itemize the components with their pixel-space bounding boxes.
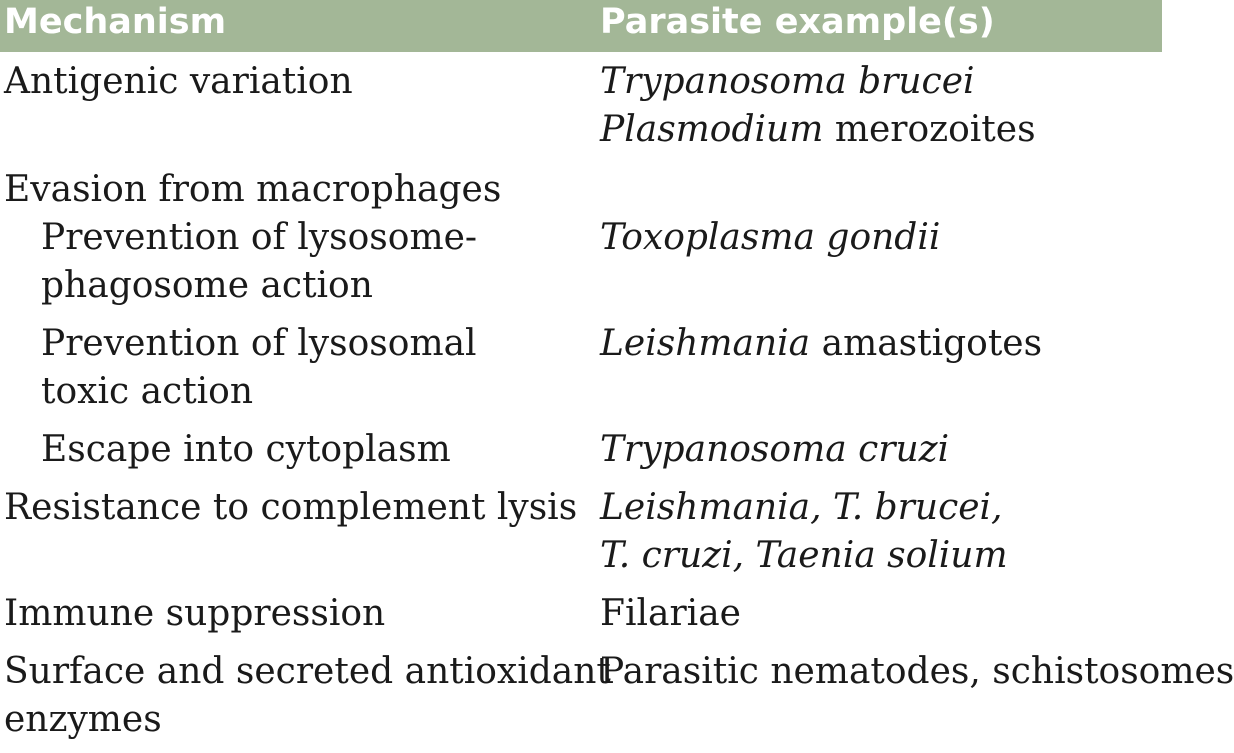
- species-name: Trypanosoma cruzi: [600, 429, 950, 470]
- mechanism-cell: enzymes: [4, 699, 162, 740]
- example-cell: [600, 532, 1008, 580]
- mechanism-cell: Immune suppression: [4, 593, 386, 634]
- example-text: merozoites: [823, 109, 1036, 150]
- species-name: Trypanosoma brucei: [600, 61, 975, 102]
- example-cell: [600, 106, 1036, 154]
- column-header-mechanism: Mechanism: [4, 2, 227, 42]
- sub-mechanism-cell: Escape into cytoplasm: [41, 429, 451, 470]
- mechanism-cell: Antigenic variation: [4, 61, 353, 102]
- species-name: Toxoplasma gondii: [600, 217, 941, 258]
- example-cell: [600, 484, 1003, 532]
- example-cell: Filariae: [600, 593, 741, 634]
- mechanism-cell: Evasion from macrophages: [4, 169, 502, 210]
- example-cell: [600, 58, 975, 106]
- column-header-parasite-examples: Parasite example(s): [600, 2, 995, 42]
- example-text: amastigotes: [810, 323, 1043, 364]
- sub-mechanism-cell: phagosome action: [41, 265, 373, 306]
- mechanism-cell: Resistance to complement lysis: [4, 487, 578, 528]
- example-cell: Parasitic nematodes, schistosomes: [600, 651, 1234, 692]
- genus-name: Leishmania: [600, 323, 811, 364]
- example-cell: [600, 426, 949, 474]
- example-cell: [600, 320, 1042, 368]
- mechanism-cell: Surface and secreted antioxidant: [4, 651, 611, 692]
- table-header: [0, 0, 1162, 52]
- genus-name: Plasmodium: [600, 109, 824, 150]
- species-list: T. cruzi, Taenia solium: [600, 535, 1008, 576]
- sub-mechanism-cell: Prevention of lysosomal: [41, 323, 477, 364]
- sub-mechanism-cell: Prevention of lysosome-: [41, 217, 478, 258]
- species-list: Leishmania, T. brucei,: [600, 487, 1003, 528]
- sub-mechanism-cell: toxic action: [41, 371, 254, 412]
- example-cell: [600, 214, 940, 262]
